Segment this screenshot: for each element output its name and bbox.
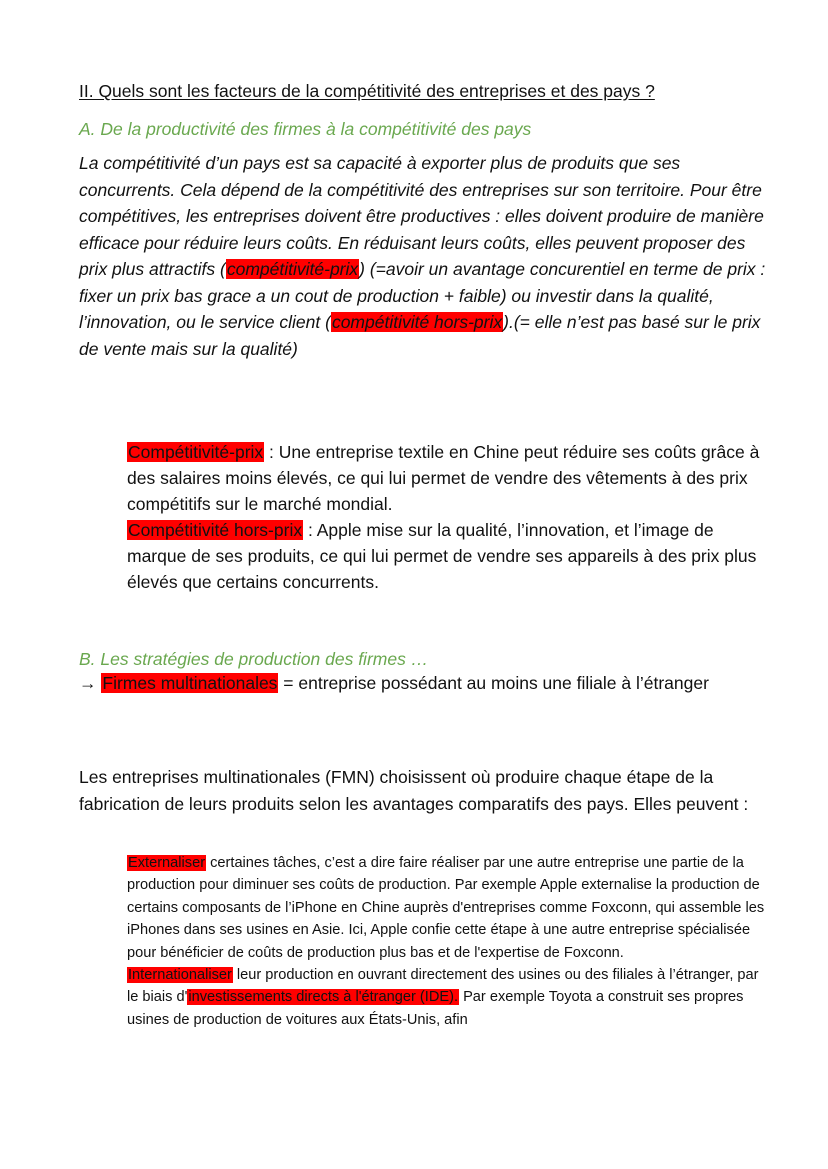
section-title: II. Quels sont les facteurs de la compétitivité des entreprises et des pays ? [79,81,655,101]
strategy-externaliser [127,852,767,964]
highlight-internationaliser: Internationaliser [128,967,232,984]
highlight-competitivite-prix: compétitivité-prix [226,259,359,279]
definition-text: = entreprise possédant au moins une filiale à l’étranger [278,673,709,693]
strategy-internationaliser [127,964,767,1031]
strategy-internationaliser-text-2: Par exemple Toyota a construit ses propres usines de production de voitures aux États-Unis, afin [127,989,744,1028]
strategy-internationaliser-text-1: leur production en ouvrant directement des usines ou des filiales à l’étranger, par le biais d' [127,967,759,1006]
example-prix-text: : Une entreprise textile en Chine peut réduire ses coûts grâce à des salaires moins élevés, ce qui lui permet de vendre des vêtements à des prix compétitifs sur le marché mondial. [127,442,760,514]
intro-paragraph [79,150,769,362]
strategies-block [127,852,767,1031]
highlight-externaliser: Externaliser [128,855,206,871]
intro-text-3: ).(= elle n’est pas basé sur le prix de vente mais sur la qualité) [79,312,761,359]
intro-text-2: ) (=avoir un avantage concurentiel en terme de prix : fixer un prix bas grace a un cout de production + faible) ou investir dans la qualité, l’innovation, ou le service client ( [79,259,766,332]
example-hors-prix-text: : Apple mise sur la qualité, l’innovation, et l’image de marque de ses produits, ce qui lui permet de vendre ses appareils à des prix plus élevés que certains concurrents. [127,520,757,592]
example-prix [127,439,767,517]
examples-block [127,439,767,595]
intro-text-1: La compétitivité d’un pays est sa capacité à exporter plus de produits que ses concurrents. Cela dépend de la compétitivité des entreprises sur son territoire. Pour être compétitives, les entreprises doivent être productives : elles doivent produire de manière efficace pour réduire leurs coûts. En réduisant leurs coûts, elles peuvent proposer des prix plus attractifs ( [79,153,764,279]
arrow-icon: → [79,673,102,693]
definition-line [79,671,769,695]
subsection-a-heading: A. De la productivité des firmes à la compétitivité des pays [79,119,532,139]
example-hors-prix [127,517,767,595]
highlight-firmes-multinationales: Firmes multinationales [102,673,278,693]
subsection-b-heading: B. Les stratégies de production des firmes … [79,649,429,669]
example-hors-prix-label: Compétitivité hors-prix [128,520,303,540]
highlight-competitivite-hors-prix: compétitivité hors-prix [331,312,503,332]
fmn-paragraph: Les entreprises multinationales (FMN) choisissent où produire chaque étape de la fabrication de leurs produits selon les avantages comparatifs des pays. Elles peuvent : [79,767,749,814]
strategy-externaliser-text: certaines tâches, c’est a dire faire réaliser par une autre entreprise une partie de la production pour diminuer ses coûts de production. Par exemple Apple externalise la production de certains composants de l’iPhone en Chine auprès d'entreprises comme Foxconn, qui assemble les iPhones dans ses usines en Asie. Ici, Apple confie cette étape à une autre entreprise spécialisée pour bénéficier de coûts de production plus bas et de l'expertise de Foxconn. [127,855,765,961]
example-prix-label: Compétitivité-prix [128,442,264,462]
highlight-ide: investissements directs à l'étranger (IDE). [188,989,459,1006]
